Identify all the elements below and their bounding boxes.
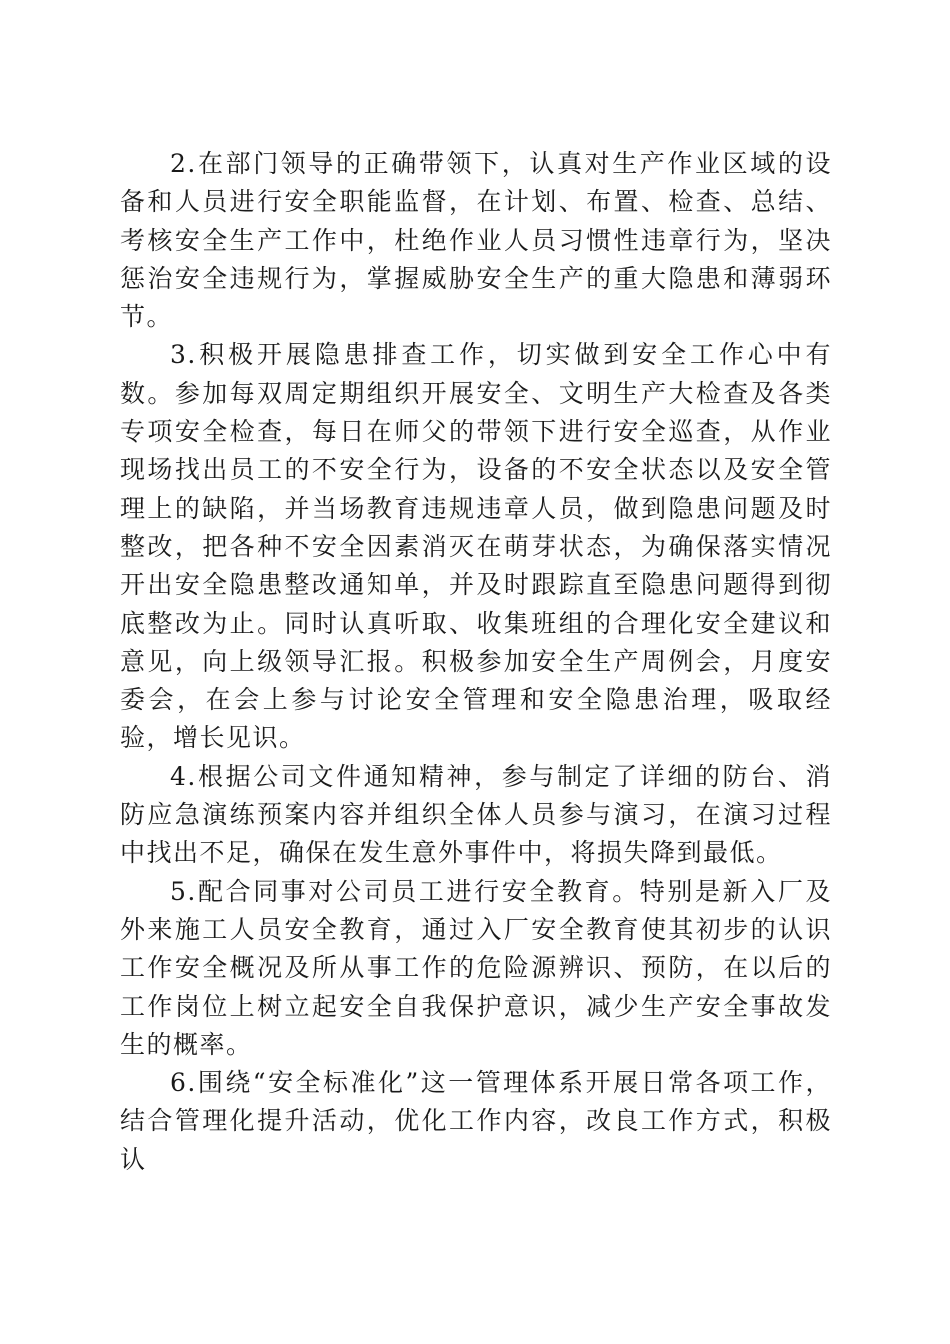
paragraph-item-6: 6.围绕“安全标准化”这一管理体系开展日常各项工作，结合管理化提升活动，优化工作内容，改良工作方式，积极认 [120, 1068, 832, 1174]
paragraph-item-2: 2.在部门领导的正确带领下，认真对生产作业区域的设备和人员进行安全职能监督，在计划、布置、检查、总结、考核安全生产工作中，杜绝作业人员习惯性违章行为，坚决惩治安全违规行为，掌握威胁安全生产的重大隐患和薄弱环节。 [120, 149, 832, 332]
paragraph-item-5: 5.配合同事对公司员工进行安全教育。特别是新入厂及外来施工人员安全教育，通过入厂安全教育使其初步的认识工作安全概况及所从事工作的危险源辨识、预防，在以后的工作岗位上树立起安全自我保护意识，减少生产安全事故发生的概率。 [120, 876, 832, 1059]
paragraph-item-3: 3.积极开展隐患排查工作，切实做到安全工作心中有数。参加每双周定期组织开展安全、文明生产大检查及各类专项安全检查，每日在师父的带领下进行安全巡查，从作业现场找出员工的不安全行为，设备的不安全状态以及安全管理上的缺陷，并当场教育违规违章人员，做到隐患问题及时整改，把各种不安全因素消灭在萌芽状态，为确保落实情况开出安全隐患整改通知单，并及时跟踪直至隐患问题得到彻底整改为止。同时认真听取、收集班组的合理化安全建议和意见，向上级领导汇报。积极参加安全生产周例会，月度安委会，在会上参与讨论安全管理和安全隐患治理，吸取经验，增长见识。 [120, 340, 832, 753]
paragraph-item-4: 4.根据公司文件通知精神，参与制定了详细的防台、消防应急演练预案内容并组织全体人员参与演习，在演习过程中找出不足，确保在发生意外事件中，将损失降到最低。 [120, 761, 832, 868]
document-body [120, 145, 832, 1179]
